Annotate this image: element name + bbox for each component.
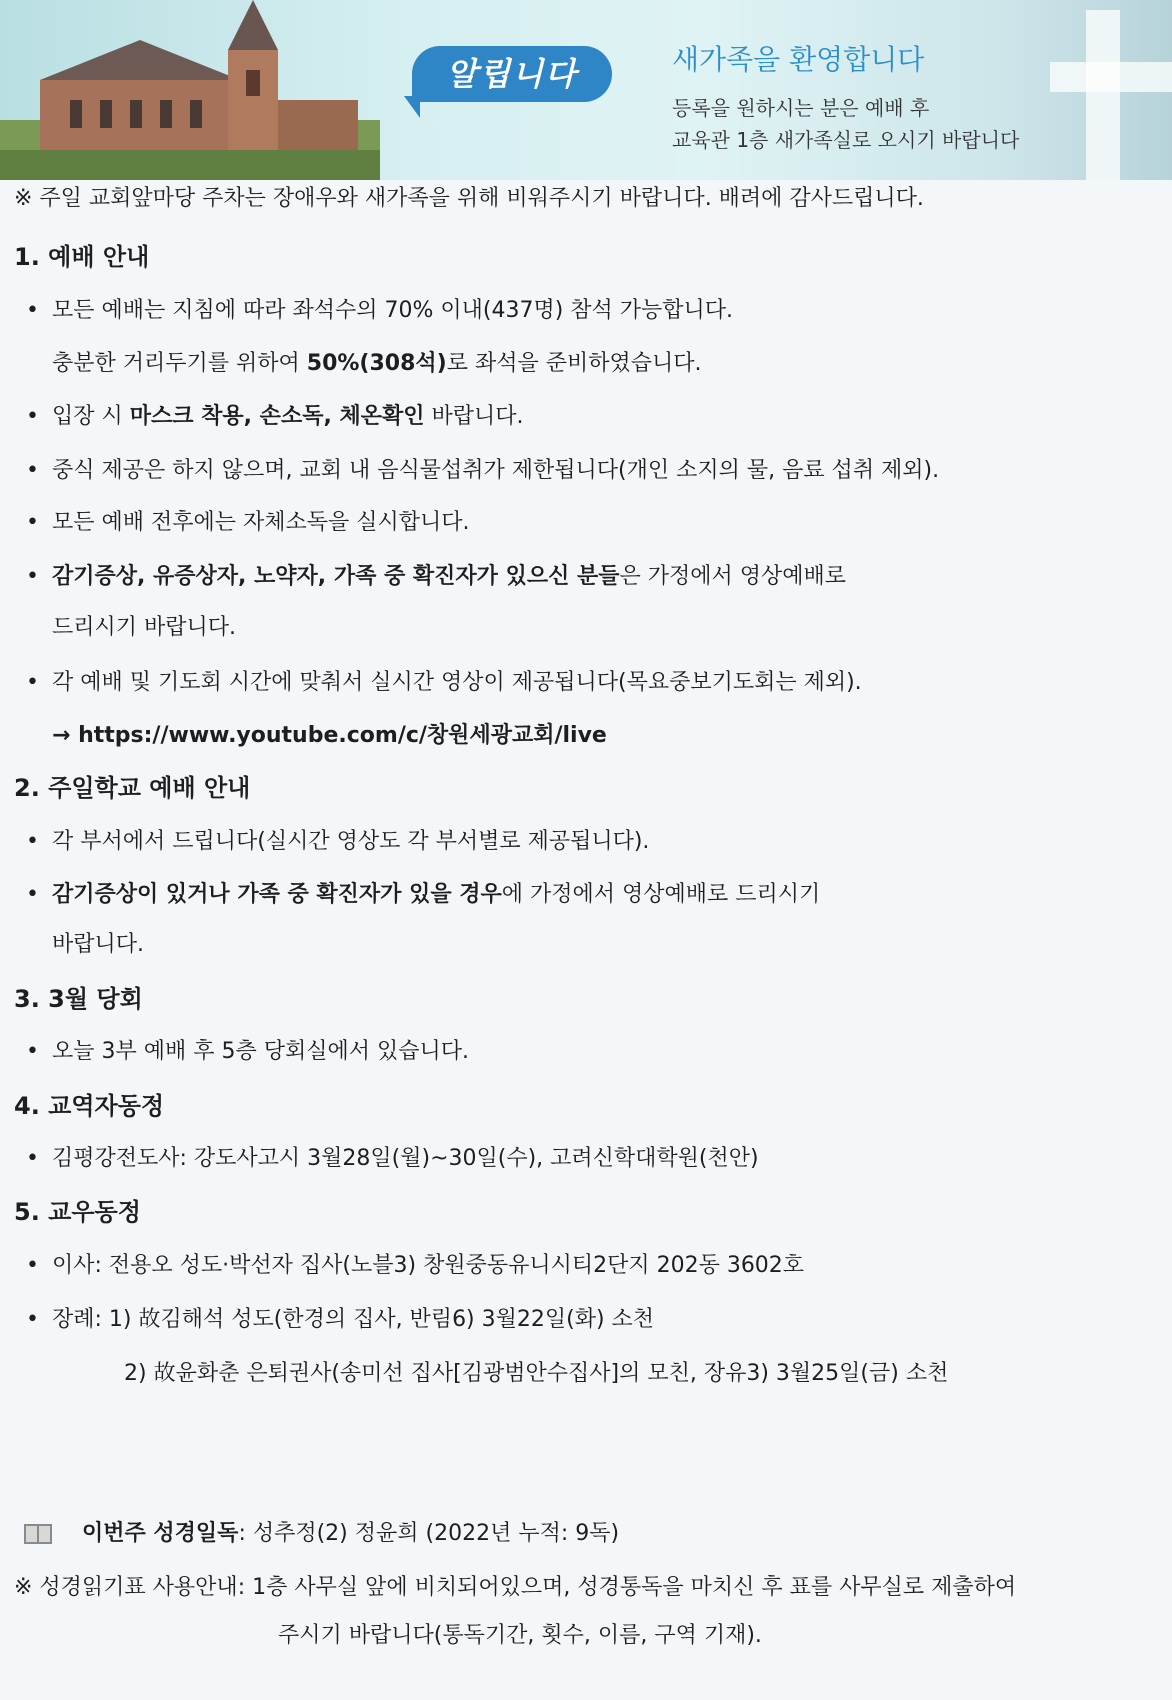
s2-bullet-1: 각 부서에서 드립니다(실시간 영상도 각 부서별로 제공됩니다). — [52, 829, 650, 854]
bible-reading-text: : 성추정(2) 정윤희 (2022년 누적: 9독) — [238, 1521, 620, 1546]
parking-note: ※ 주일 교회앞마당 주차는 장애우와 새가족을 위해 비워주시기 바랍니다. 배려에 감사드립니다. — [14, 186, 924, 211]
youtube-link[interactable]: → https://www.youtube.com/c/창원세광교회/live — [52, 723, 607, 748]
s5-bullet-1: 이사: 전용오 성도·박선자 집사(노블3) 창원중동유니시티2단지 202동 3602호 — [52, 1253, 805, 1278]
cross-icon — [1086, 10, 1120, 180]
bullet: • — [26, 404, 39, 429]
cross-icon-bar — [1050, 62, 1172, 92]
bible-reading — [82, 1518, 619, 1550]
s1-bullet-5-line-2: 드리시기 바랍니다. — [52, 615, 237, 640]
s3-bullet-1: 오늘 3부 예배 후 5층 당회실에서 있습니다. — [52, 1039, 469, 1064]
s5-bullet-2-line-1: 장례: 1) 故김해석 성도(한경의 집사, 반림6) 3월22일(화) 소천 — [52, 1307, 655, 1332]
section-1-title: 1. 예배 안내 — [14, 243, 150, 271]
s1-bullet-1-line-2: 충분한 거리두기를 위하여 50%(308석)로 좌석을 준비하였습니다. — [52, 351, 702, 376]
s4-bullet-1: 김평강전도사: 강도사고시 3월28일(월)~30일(수), 고려신학대학원(천안) — [52, 1146, 759, 1171]
bullet: • — [26, 1253, 39, 1278]
notice-label: 알립니다 — [412, 46, 612, 102]
bullet: • — [26, 882, 39, 907]
s2-bullet-2-line-2: 바랍니다. — [52, 932, 145, 957]
s1-bullet-6: 각 예배 및 기도회 시간에 맞춰서 실시간 영상이 제공됩니다(목요중보기도회는 제외). — [52, 670, 862, 695]
s1-bullet-3: 중식 제공은 하지 않으며, 교회 내 음식물섭취가 제한됩니다(개인 소지의 물, 음료 섭취 제외). — [52, 458, 940, 483]
s1-bullet-2: 입장 시 마스크 착용, 손소독, 체온확인 바랍니다. — [52, 404, 524, 429]
section-5-title: 5. 교우동정 — [14, 1198, 141, 1226]
section-2-title: 2. 주일학교 예배 안내 — [14, 774, 251, 802]
welcome-line-2: 교육관 1층 새가족실로 오시기 바랍니다 — [672, 128, 1020, 152]
bullet: • — [26, 298, 39, 323]
section-3-title: 3. 3월 당회 — [14, 985, 143, 1013]
welcome-title: 새가족을 환영합니다 — [672, 43, 925, 76]
bullet: • — [26, 829, 39, 854]
book-icon — [24, 1522, 52, 1546]
s1-bullet-1-line-1: 모든 예배는 지침에 따라 좌석수의 70% 이내(437명) 참석 가능합니다. — [52, 298, 734, 323]
bullet: • — [26, 510, 39, 535]
footer-line-2: 주시기 바랍니다(통독기간, 횟수, 이름, 구역 기재). — [278, 1623, 762, 1648]
bible-reading-label: 이번주 성경일독 — [82, 1521, 239, 1546]
bullet: • — [26, 670, 39, 695]
header-banner — [0, 0, 1172, 180]
footer-line-1: ※ 성경읽기표 사용안내: 1층 사무실 앞에 비치되어있으며, 성경통독을 마치신 후 표를 사무실로 제출하여 — [14, 1575, 1017, 1600]
bullet: • — [26, 1146, 39, 1171]
s5-bullet-2-line-2: 2) 故윤화춘 은퇴권사(송미선 집사[김광범안수집사]의 모친, 장유3) 3월25일(금) 소천 — [124, 1361, 949, 1386]
bullet: • — [26, 1307, 39, 1332]
bullet: • — [26, 1039, 39, 1064]
bullet: • — [26, 564, 39, 589]
bullet: • — [26, 458, 39, 483]
church-illustration — [0, 0, 380, 180]
s1-bullet-5-line-1: 감기증상, 유증상자, 노약자, 가족 중 확진자가 있으신 분들은 가정에서 영상예배로 — [52, 564, 846, 589]
section-4-title: 4. 교역자동정 — [14, 1092, 165, 1120]
s2-bullet-2-line-1: 감기증상이 있거나 가족 중 확진자가 있을 경우에 가정에서 영상예배로 드리시기 — [52, 882, 821, 907]
welcome-line-1: 등록을 원하시는 분은 예배 후 — [672, 96, 930, 120]
s1-bullet-4: 모든 예배 전후에는 자체소독을 실시합니다. — [52, 510, 470, 535]
